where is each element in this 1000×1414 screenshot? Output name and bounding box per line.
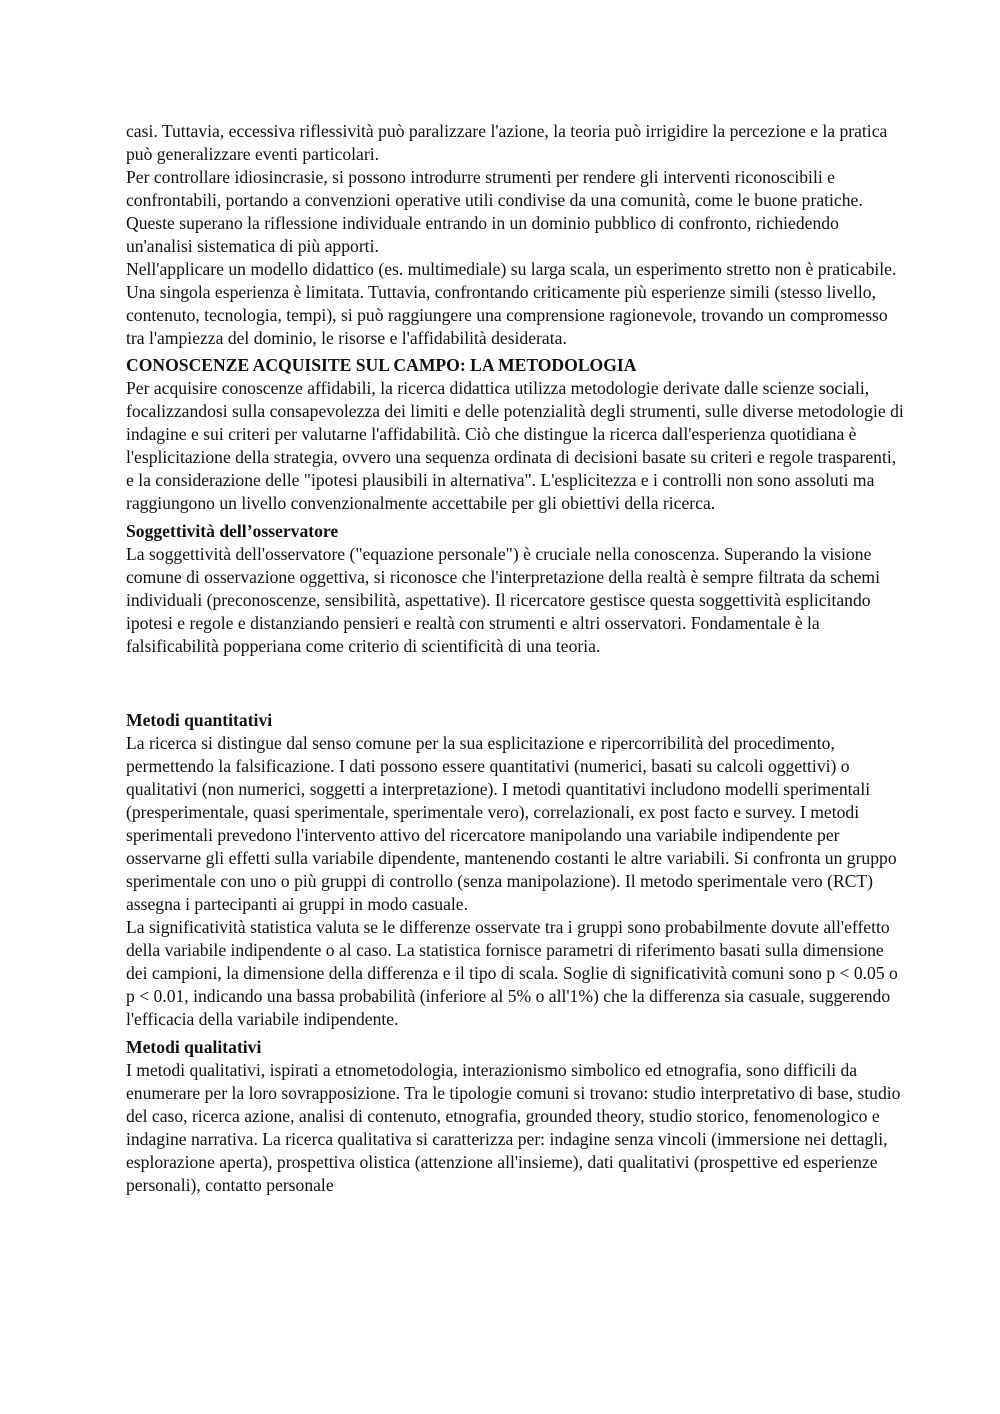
document-body bbox=[126, 120, 906, 1197]
paragraph-significativita: La significatività statistica valuta se le differenze osservate tra i gruppi sono probabilmente dovute all'effetto della variabile indipendente o al caso. La statistica fornisce parametri di riferimento basati sulla dimensione dei campioni, la dimensione della differenza e il tipo di scala. Soglie di significatività comuni sono p < 0.05 o p < 0.01, indicando una bassa probabilità (inferiore al 5% o all'1%) che la differenza sia casuale, suggerendo l'efficacia della variabile indipendente. bbox=[126, 917, 898, 1029]
paragraph-idiosincrasie: Per controllare idiosincrasie, si possono introdurre strumenti per rendere gli interventi riconoscibili e confrontabili, portando a convenzioni operative utili condivise da una comunità, come le buone pratiche. Queste superano la riflessione individuale entrando in un dominio pubblico di confronto, richiedendo un'analisi sistematica di più apporti. bbox=[126, 167, 863, 256]
paragraph-modello-didattico: Nell'applicare un modello didattico (es. multimediale) su larga scala, un esperimento stretto non è praticabile. Una singola esperienza è limitata. Tuttavia, confrontando criticamente più esperienze simili (stesso livello, contenuto, tecnologia, tempi), si può raggiungere una comprensione ragionevole, trovando un compromesso tra l'ampiezza del dominio, le risorse e l'affidabilità desiderata. bbox=[126, 259, 897, 348]
heading-metodologia: CONOSCENZE ACQUISITE SUL CAMPO: LA METODOLOGIA bbox=[126, 355, 637, 375]
heading-metodi-quantitativi: Metodi quantitativi bbox=[126, 710, 273, 730]
paragraph-metodologia: Per acquisire conoscenze affidabili, la ricerca didattica utilizza metodologie derivate dalle scienze sociali, focalizzandosi sulla consapevolezza dei limiti e delle potenzialità degli strumenti, sulle diverse metodologie di indagine e sui criteri per valutarne l'affidabilità. Ciò che distingue la ricerca dall'esperienza quotidiana è l'esplicitazione della strategia, ovvero una sequenza ordinata di decisioni basate su criteri e regole trasparenti, e la considerazione delle "ipotesi plausibili in alternativa". L'esplicitezza e i controlli non sono assoluti ma raggiungono un livello convenzionalmente accettabile per gli obiettivi della ricerca. bbox=[126, 378, 904, 513]
paragraph-metodi-quantitativi: La ricerca si distingue dal senso comune per la sua esplicitazione e ripercorribilità del procedimento, permettendo la falsificazione. I dati possono essere quantitativi (numerici, basati su calcoli oggettivi) o qualitativi (non numerici, soggetti a interpretazione). I metodi quantitativi includono modelli sperimentali (presperimentale, quasi sperimentale, sperimentale vero), correlazionali, ex post facto e survey. I metodi sperimentali prevedono l'intervento attivo del ricercatore manipolando una variabile indipendente per osservarne gli effetti sulla variabile dipendente, mantenendo costanti le altre variabili. Si confronta un gruppo sperimentale con uno o più gruppi di controllo (senza manipolazione). Il metodo sperimentale vero (RCT) assegna i partecipanti ai gruppi in modo casuale. bbox=[126, 733, 897, 914]
heading-soggettivita: Soggettività dell’osservatore bbox=[126, 521, 339, 541]
blank-space bbox=[126, 658, 906, 704]
paragraph-metodi-qualitativi: I metodi qualitativi, ispirati a etnometodologia, interazionismo simbolico ed etnografia, sono difficili da enumerare per la loro sovrapposizione. Tra le tipologie comuni si trovano: studio interpretativo di base, studio del caso, ricerca azione, analisi di contenuto, etnografia, grounded theory, studio storico, fenomenologico e indagine narrativa. La ricerca qualitativa si caratterizza per: indagine senza vincoli (immersione nei dettagli, esplorazione aperta), prospettiva olistica (attenzione all'insieme), dati qualitativi (prospettive ed esperienze personali), contatto personale bbox=[126, 1060, 901, 1195]
paragraph-riflessivita: casi. Tuttavia, eccessiva riflessività può paralizzare l'azione, la teoria può irrigidire la percezione e la pratica può generalizzare eventi particolari. bbox=[126, 121, 888, 164]
paragraph-soggettivita: La soggettività dell'osservatore ("equazione personale") è cruciale nella conoscenza. Superando la visione comune di osservazione oggettiva, si riconosce che l'interpretazione della realtà è sempre filtrata da schemi individuali (preconoscenze, sensibilità, aspettative). Il ricercatore gestisce questa soggettività esplicitando ipotesi e regole e distanziando pensieri e realtà con strumenti e altri osservatori. Fondamentale è la falsificabilità popperiana come criterio di scientificità di una teoria. bbox=[126, 544, 881, 656]
heading-metodi-qualitativi: Metodi qualitativi bbox=[126, 1037, 262, 1057]
